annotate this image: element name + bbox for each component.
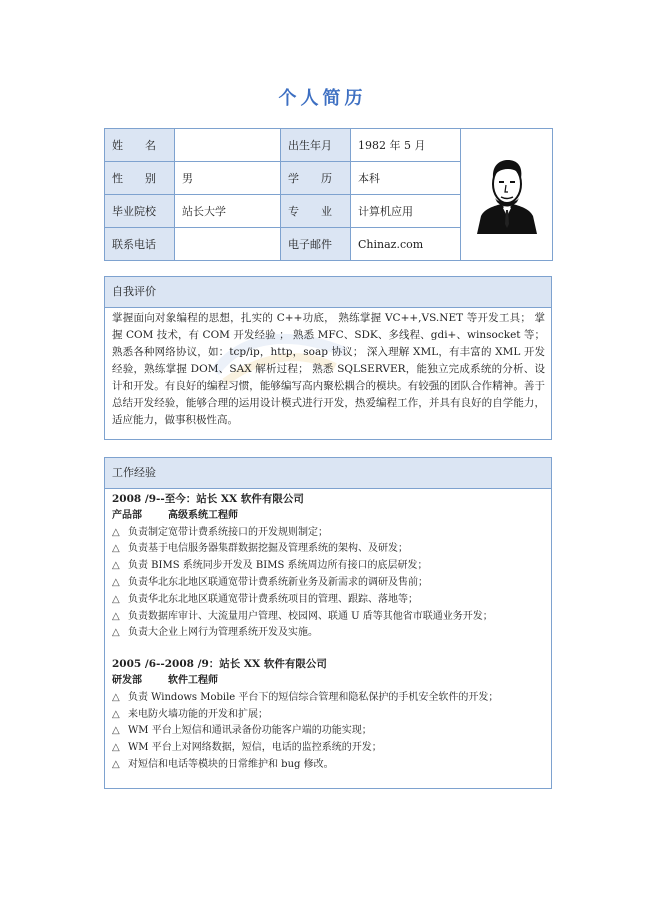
list-item: △ 负责 BIMS 系统同步开发及 BIMS 系统周边所有接口的底层研发； (112, 558, 545, 575)
duty-list (112, 525, 545, 643)
department-name: 研发部 (112, 674, 142, 686)
list-item: △ 负责基于电信服务器集群数据挖掘及管理系统的架构、及研发； (112, 541, 545, 558)
profile-photo (461, 129, 553, 261)
phone-value (175, 228, 281, 261)
major-label: 专 业 (281, 195, 351, 228)
page-title: 个人简历 (278, 88, 367, 109)
gender-value: 男 (175, 162, 281, 195)
basic-info-table (104, 128, 553, 261)
list-item: △ 负责 Windows Mobile 平台下的短信综合管理和隐私保护的手机安全软件的开发； (112, 690, 545, 707)
job-entry (112, 656, 545, 774)
name-value (175, 129, 281, 162)
email-value: Chinaz.com (351, 228, 461, 261)
department-name: 产品部 (112, 509, 142, 521)
major-value: 计算机应用 (351, 195, 461, 228)
self-evaluation-heading: 自我评价 (105, 277, 551, 308)
job-entry (112, 491, 545, 642)
job-department (112, 508, 545, 525)
email-label: 电子邮件 (281, 228, 351, 261)
gender-label: 性 别 (105, 162, 175, 195)
birth-value: 1982 年 5 月 (351, 129, 461, 162)
birth-label: 出生年月 (281, 129, 351, 162)
self-evaluation-text: 掌握面向对象编程的思想，扎实的 C++功底， 熟练掌握 VC++,VS.NET 等开发工具； 掌握 COM 技术，有 COM 开发经验 ； 熟悉 MFC、SDK、多线程、gdi+、winsocket 等； 熟悉各种网络协议，如：tcp/ip，http，soap 协议； 深入理解 XML，有丰富的 XML 开发经验，熟练掌握 DOM、SAX 解析过程； 熟悉 SQLSERVER，能独立完成系统的分析、设计和开发。有良好的编程习惯，能够编写高内聚松耦合的模块。有较强的团队合作精神。善于总结开发经验，能够合理的运用设计模式进行开发，热爱编程工作，并具有良好的自学能力，适应能力，做事积极性高。 (112, 312, 545, 426)
list-item: △ 负责数据库审计、大流量用户管理、校园网、联通 U 盾等其他省市联通业务开发； (112, 609, 545, 626)
list-item: △ 负责大企业上网行为管理系统开发及实施。 (112, 625, 545, 642)
job-title: 2008 /9--至今：站长 XX 软件有限公司 (112, 493, 304, 505)
job-role: 软件工程师 (168, 674, 218, 686)
list-item: △ 对短信和电话等模块的日常维护和 bug 修改。 (112, 757, 545, 774)
duty-list (112, 690, 545, 774)
list-item: △ 负责华北东北地区联通宽带计费系统新业务及新需求的调研及售前； (112, 575, 545, 592)
name-label: 姓 名 (105, 129, 175, 162)
list-item: △ 来电防火墙功能的开发和扩展； (112, 707, 545, 724)
list-item: △ WM 平台上短信和通讯录备份功能客户端的功能实现； (112, 723, 545, 740)
avatar-portrait-icon (475, 152, 539, 234)
school-label: 毕业院校 (105, 195, 175, 228)
school-value: 站长大学 (175, 195, 281, 228)
list-item: △ 负责华北东北地区联通宽带计费系统项目的管理、跟踪、落地等； (112, 592, 545, 609)
self-evaluation-section (104, 276, 552, 440)
work-experience-section (104, 457, 552, 789)
list-item: △ 负责制定宽带计费系统接口的开发规则制定； (112, 525, 545, 542)
work-experience-heading: 工作经验 (105, 458, 551, 489)
education-label: 学 历 (281, 162, 351, 195)
job-role: 高级系统工程师 (168, 509, 238, 521)
list-item: △ WM 平台上对网络数据，短信，电话的监控系统的开发； (112, 740, 545, 757)
job-title: 2005 /6--2008 /9：站长 XX 软件有限公司 (112, 658, 327, 671)
education-value: 本科 (351, 162, 461, 195)
job-department (112, 673, 545, 690)
phone-label: 联系电话 (105, 228, 175, 261)
